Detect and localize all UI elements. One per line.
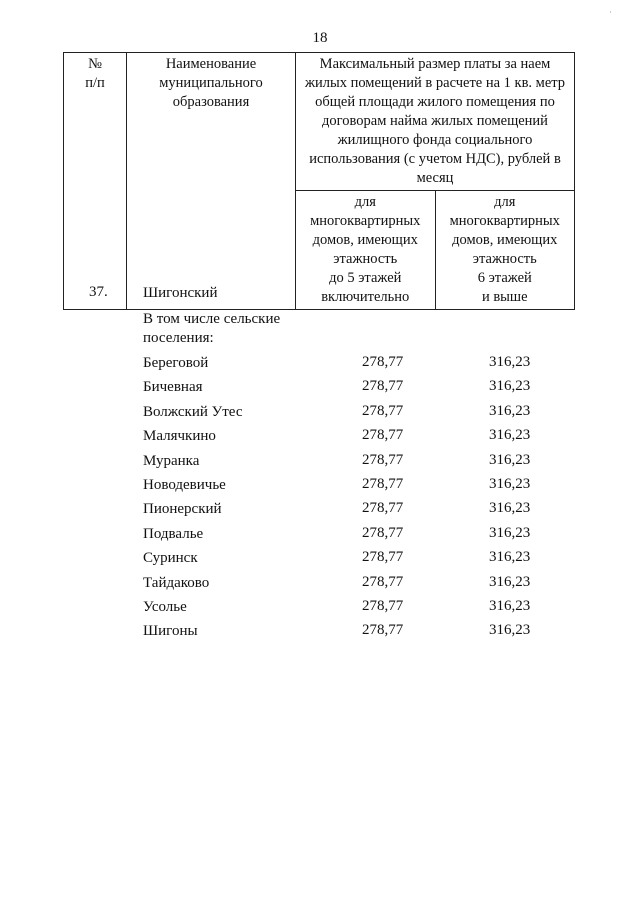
rent-up-to-5-floors: 278,77 [362,573,404,590]
rent-6-plus-floors: 316,23 [489,598,531,614]
rent-6-plus-floors: 316,23 [489,549,531,566]
rent-6-plus-floors: 316,23 [489,524,531,541]
table-row [0,452,640,474]
settlement-name: Усолье [143,599,187,615]
rent-up-to-5-floors: 278,77 [362,451,404,468]
table-row [0,549,640,571]
rent-up-to-5-floors: 278,77 [362,378,404,395]
subheading-text: В том числе сельские поселения: [143,311,281,346]
table-row [0,574,640,596]
rent-6-plus-floors: 316,23 [489,427,531,444]
settlement-name: Пионерский [143,501,222,518]
rent-6-plus-floors: 316,23 [489,622,531,639]
settlement-name: Береговой [143,355,209,371]
header-up-to-5-floors: для многоквартирных домов, имеющих этажность до 5 этажей включительно [296,191,436,310]
settlement-name: Суринск [143,550,198,567]
settlement-name: Бичевная [143,379,203,396]
table-row [0,354,640,376]
table-row [0,427,640,449]
rent-up-to-5-floors: 278,77 [362,524,404,541]
table-row [0,378,640,400]
subheading-row [0,310,640,350]
table-row [0,476,640,498]
settlement-name: Муранка [143,452,200,469]
rent-up-to-5-floors: 278,77 [362,402,404,419]
rent-up-to-5-floors: 278,77 [362,500,404,517]
rent-up-to-5-floors: 278,77 [362,598,404,614]
settlement-name: Шигоны [143,623,198,640]
settlement-name: Малячкино [143,428,216,445]
header-max-rent: Максимальный размер платы за наем жилых помещений в расчете на 1 кв. метр общей площади жилого помещения по договорам найма жилых помещений жилищного фонда социального использования (с учетом НДС), рублей в месяц [296,53,575,191]
rent-up-to-5-floors: 278,77 [362,549,404,566]
rent-6-plus-floors: 316,23 [489,451,531,468]
rent-6-plus-floors: 316,23 [489,378,531,395]
settlement-name: Тайдаково [143,574,210,591]
header-municipality: Наименование муниципального образования [127,53,296,310]
district-number: 37. [89,284,108,300]
rent-6-plus-floors: 316,23 [489,476,531,492]
table-row [0,598,640,620]
rent-6-plus-floors: 316,23 [489,573,531,590]
rent-6-plus-floors: 316,23 [489,402,531,419]
header-6-plus-floors: для многоквартирных домов, имеющих этажность 6 этажей и выше [435,191,575,310]
settlement-name: Новодевичье [143,477,226,493]
rent-up-to-5-floors: 278,77 [362,354,404,370]
scan-mark: ˙ [609,10,612,20]
rent-up-to-5-floors: 278,77 [362,476,404,492]
page-number: 18 [312,30,328,46]
table-row [0,403,640,425]
tariff-table-header [63,52,575,310]
district-name: Шигонский [143,285,218,301]
header-number: № п/п [64,53,127,310]
table-row [0,500,640,522]
rent-6-plus-floors: 316,23 [489,354,531,370]
table-row [0,525,640,547]
district-row [0,284,640,306]
settlement-name: Волжский Утес [143,403,243,420]
table-row [0,622,640,644]
rent-up-to-5-floors: 278,77 [362,427,404,444]
rent-6-plus-floors: 316,23 [489,500,531,517]
rent-up-to-5-floors: 278,77 [362,622,404,639]
settlement-name: Подвалье [143,525,204,542]
